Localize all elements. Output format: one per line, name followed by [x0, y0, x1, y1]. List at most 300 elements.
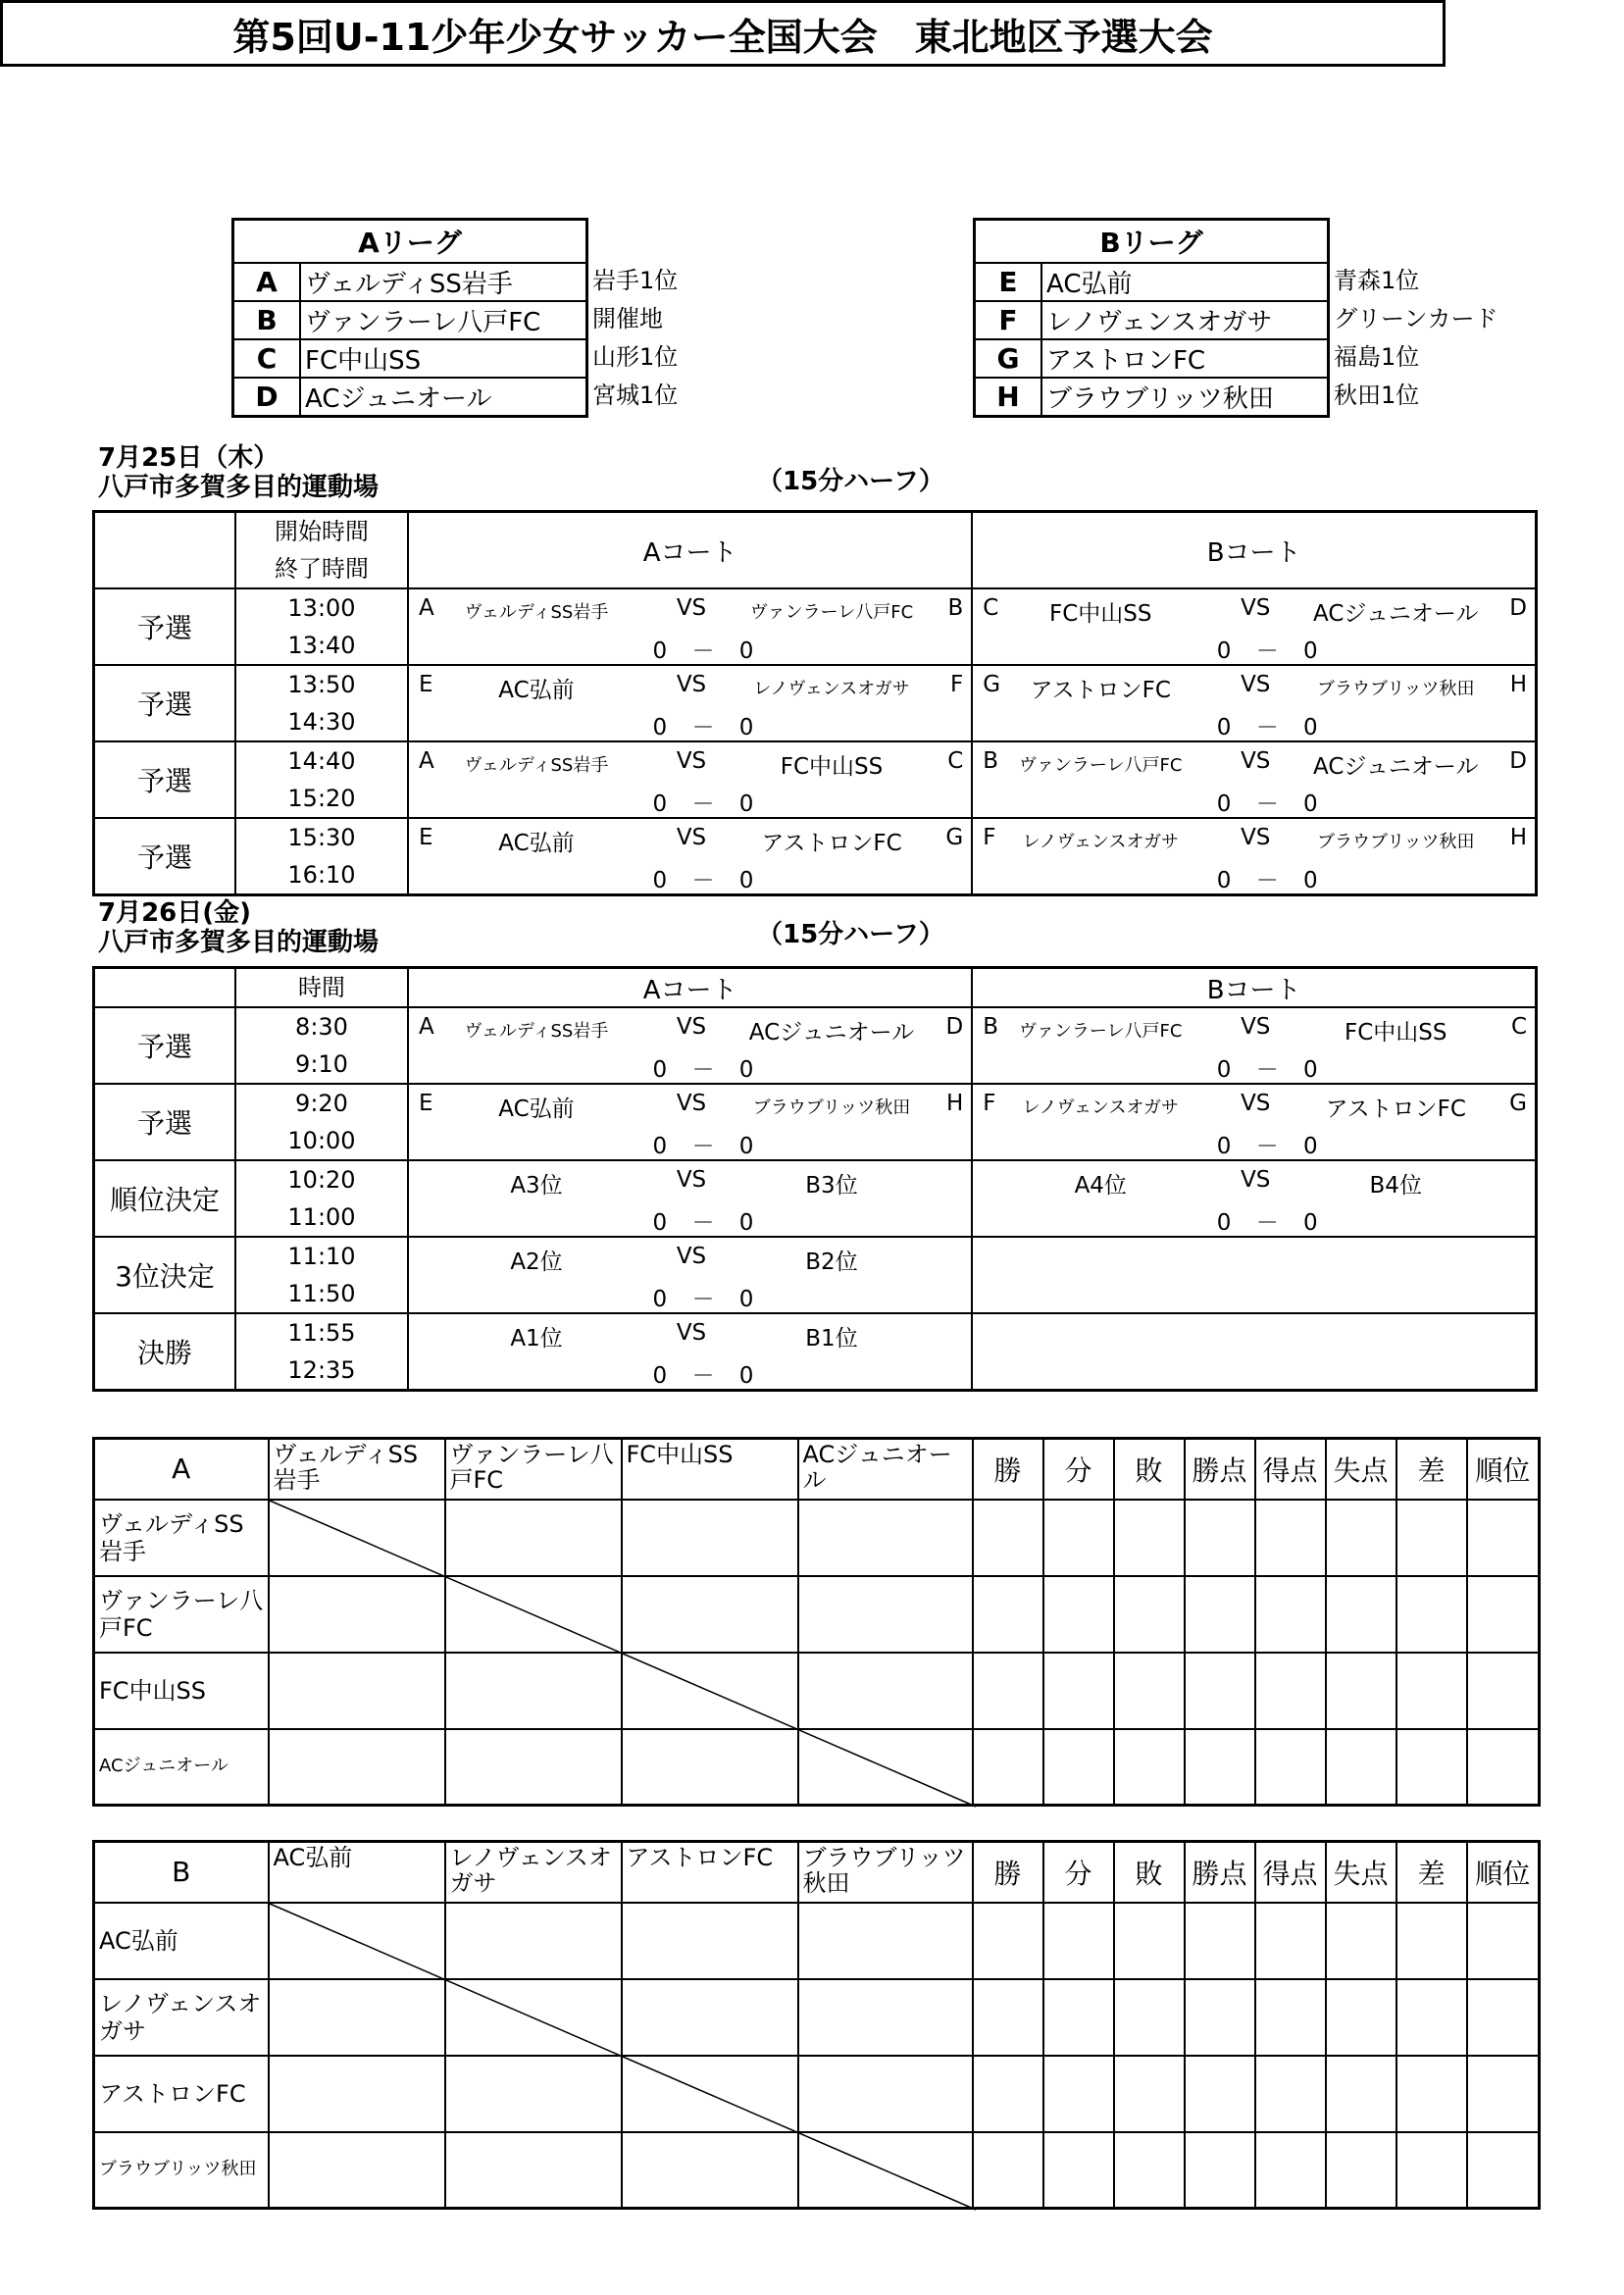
result-cell [1043, 1903, 1114, 1979]
result-cell [1396, 2056, 1467, 2132]
result-cell [798, 1653, 973, 1729]
result-cell [1114, 2056, 1185, 2132]
right-team: B2位 [805, 1250, 858, 1275]
vs-label: VS [1241, 595, 1271, 621]
left-code: G [983, 672, 1001, 697]
result-cell [1326, 2056, 1396, 2132]
score: 0 － 0 [1216, 1210, 1318, 1236]
time-cell [235, 741, 408, 818]
day2-header [98, 898, 379, 957]
result-cell [1185, 2132, 1255, 2209]
right-team: B4位 [1369, 1173, 1422, 1198]
result-cell [1255, 1979, 1326, 2056]
time-cell [235, 1313, 408, 1391]
stat-header: 順位 [1467, 1842, 1540, 1903]
right-team: ブラウブリッツ秋田 [1316, 679, 1475, 699]
standings-table [92, 1840, 1541, 2210]
league-b-table [973, 218, 1330, 418]
left-team: ヴァンラーレ八戸FC [1019, 755, 1183, 776]
time-header-end: 終了時間 [275, 555, 369, 583]
left-team: A4位 [1074, 1173, 1127, 1198]
stat-header: 差 [1396, 1842, 1467, 1903]
result-cell [445, 1500, 622, 1576]
end-time: 11:50 [287, 1280, 356, 1307]
result-cell [1326, 1500, 1396, 1576]
result-cell [1396, 2132, 1467, 2209]
result-cell [798, 2056, 973, 2132]
time-cell [235, 1160, 408, 1237]
team-note: 福島1位 [1334, 343, 1420, 371]
result-cell [1114, 1979, 1185, 2056]
row-team-label: ヴェルディSS岩手 [94, 1500, 269, 1576]
left-team: レノヴェンスオガサ [1022, 832, 1179, 852]
result-cell [622, 1653, 798, 1729]
start-time: 14:40 [287, 747, 356, 775]
right-code: F [950, 672, 964, 697]
team-note: 開催地 [592, 305, 663, 332]
result-cell [1185, 1653, 1255, 1729]
schedule-row [94, 588, 1537, 665]
result-cell [1396, 1729, 1467, 1806]
result-cell [1255, 1500, 1326, 1576]
stat-header: 分 [1043, 1439, 1114, 1500]
start-time: 13:50 [287, 671, 356, 698]
result-cell [1255, 2056, 1326, 2132]
result-cell [1396, 1653, 1467, 1729]
result-cell [1467, 1653, 1540, 1729]
team-note: 山形1位 [592, 343, 679, 371]
right-team: B3位 [805, 1173, 858, 1198]
match-cell [408, 818, 972, 895]
standings-row [94, 1729, 1540, 1806]
score: 0 － 0 [1216, 1057, 1318, 1083]
score: 0 － 0 [1216, 1134, 1318, 1159]
result-cell [1185, 1500, 1255, 1576]
left-code: A [419, 748, 434, 774]
corner-cell [94, 968, 236, 1008]
page-title: 第5回U-11少年少女サッカー全国大会 東北地区予選大会 [0, 0, 1446, 67]
stage-label: 予選 [94, 818, 236, 895]
result-cell [445, 1576, 622, 1653]
team-name: ヴェルディSS岩手 [300, 263, 587, 301]
stat-header: 分 [1043, 1842, 1114, 1903]
column-team-header: ヴァンラーレ八戸FC [445, 1439, 622, 1500]
result-cell [1326, 1653, 1396, 1729]
standings-row [94, 1500, 1540, 1576]
standings-table [92, 1437, 1541, 1807]
stat-header: 敗 [1114, 1842, 1185, 1903]
result-cell [1185, 1979, 1255, 2056]
vs-label: VS [676, 1320, 707, 1346]
result-cell [622, 1979, 798, 2056]
left-code: A [419, 595, 434, 621]
end-time: 9:10 [295, 1050, 348, 1078]
match-cell [408, 1084, 972, 1160]
end-time: 13:40 [287, 632, 356, 659]
schedule-row [94, 1007, 1537, 1084]
right-team: ヴァンラーレ八戸FC [749, 602, 914, 623]
result-cell [973, 1653, 1043, 1729]
column-team-header: アストロンFC [622, 1842, 798, 1903]
left-team: ヴェルディSS岩手 [464, 755, 609, 776]
left-team: A2位 [510, 1250, 563, 1275]
left-team: ヴェルディSS岩手 [464, 1021, 609, 1042]
left-team: ヴァンラーレ八戸FC [1019, 1021, 1183, 1042]
start-time: 11:55 [287, 1319, 356, 1347]
result-cell [1114, 1653, 1185, 1729]
vs-label: VS [676, 1091, 707, 1116]
group-label: A [94, 1439, 269, 1500]
result-cell [973, 1979, 1043, 2056]
result-cell [269, 1653, 445, 1729]
right-code: D [1509, 748, 1527, 774]
left-team: A3位 [510, 1173, 563, 1198]
result-cell [1043, 1729, 1114, 1806]
group-label: B [94, 1842, 269, 1903]
court-a-header: Aコート [408, 512, 972, 589]
score: 0 － 0 [652, 1210, 754, 1236]
result-cell [1255, 1903, 1326, 1979]
day2-schedule-table [92, 966, 1538, 1392]
vs-label: VS [1241, 825, 1271, 850]
result-cell [269, 1500, 445, 1576]
left-code: F [983, 1091, 996, 1116]
vs-label: VS [1241, 1091, 1271, 1116]
stage-label: 予選 [94, 588, 236, 665]
right-team: ACジュニオール [1313, 601, 1479, 627]
stage-label: 予選 [94, 1084, 236, 1160]
standings-row [94, 2056, 1540, 2132]
result-cell [1326, 1979, 1396, 2056]
result-cell [973, 1500, 1043, 1576]
result-cell [622, 1903, 798, 1979]
right-team: レノヴェンスオガサ [753, 679, 910, 699]
day1-venue: 八戸市多賀多目的運動場 [98, 473, 380, 502]
start-time: 15:30 [287, 824, 356, 851]
row-team-label: レノヴェンスオガサ [94, 1979, 269, 2056]
start-time: 13:00 [287, 594, 356, 622]
result-cell [1326, 1729, 1396, 1806]
start-time: 11:10 [287, 1243, 356, 1270]
day2-half: （15分ハーフ） [757, 920, 944, 949]
left-code: B [983, 1014, 999, 1040]
schedule-row [94, 741, 1537, 818]
row-team-label: ヴァンラーレ八戸FC [94, 1576, 269, 1653]
stat-header: 敗 [1114, 1439, 1185, 1500]
stat-header: 得点 [1255, 1439, 1326, 1500]
league-b-header: Bリーグ [975, 220, 1329, 264]
result-cell [1185, 2056, 1255, 2132]
result-cell [973, 1729, 1043, 1806]
league-team-row [975, 339, 1329, 378]
result-cell [1467, 2056, 1540, 2132]
stage-label: 予選 [94, 665, 236, 741]
match-cell [972, 1084, 1536, 1160]
result-cell [622, 2056, 798, 2132]
result-cell [1043, 1979, 1114, 2056]
day1-date: 7月25日（木） [98, 443, 279, 473]
result-cell [269, 1729, 445, 1806]
left-code: E [419, 1091, 433, 1116]
row-team-label: ブラウブリッツ秋田 [94, 2132, 269, 2209]
end-time: 14:30 [287, 708, 356, 736]
team-name: FC中山SS [300, 339, 587, 378]
left-code: B [983, 748, 999, 774]
team-code: D [233, 378, 301, 417]
vs-label: VS [676, 595, 707, 621]
stage-label: 決勝 [94, 1313, 236, 1391]
team-code: A [233, 263, 301, 301]
right-code: D [1509, 595, 1527, 621]
stage-label: 予選 [94, 1007, 236, 1084]
result-cell [622, 1500, 798, 1576]
stat-header: 勝 [973, 1439, 1043, 1500]
score: 0 － 0 [652, 1134, 754, 1159]
vs-label: VS [676, 1014, 707, 1040]
stat-header: 差 [1396, 1439, 1467, 1500]
left-team: AC弘前 [498, 831, 575, 856]
result-cell [1255, 2132, 1326, 2209]
result-cell [445, 2132, 622, 2209]
right-team: ACジュニオール [1313, 754, 1479, 780]
match-cell [408, 588, 972, 665]
court-a-header: Aコート [408, 968, 972, 1008]
vs-label: VS [676, 672, 707, 697]
standings-row [94, 1576, 1540, 1653]
stat-header: 勝 [973, 1842, 1043, 1903]
result-cell [1043, 2132, 1114, 2209]
schedule-row [94, 1313, 1537, 1391]
team-code: H [975, 378, 1042, 417]
result-cell [1396, 1979, 1467, 2056]
result-cell [445, 1653, 622, 1729]
league-team-row [233, 339, 587, 378]
result-cell [1114, 1500, 1185, 1576]
result-cell [445, 1903, 622, 1979]
result-cell [445, 1729, 622, 1806]
left-team: ヴェルディSS岩手 [464, 602, 609, 623]
stat-header: 勝点 [1185, 1842, 1255, 1903]
score: 0 － 0 [1216, 791, 1318, 817]
score: 0 － 0 [652, 1057, 754, 1083]
score: 0 － 0 [652, 1287, 754, 1312]
stage-label: 予選 [94, 741, 236, 818]
match-cell [972, 588, 1536, 665]
standings-row [94, 1979, 1540, 2056]
result-cell [1043, 1576, 1114, 1653]
score: 0 － 0 [1216, 868, 1318, 893]
end-time: 16:10 [287, 861, 356, 889]
league-team-row [975, 301, 1329, 339]
result-cell [1043, 1653, 1114, 1729]
empty-match-cell [972, 1313, 1536, 1391]
team-note: 青森1位 [1334, 267, 1420, 294]
league-team-row [233, 263, 587, 301]
column-team-header: FC中山SS [622, 1439, 798, 1500]
start-time: 9:20 [295, 1090, 348, 1117]
result-cell [1043, 2056, 1114, 2132]
result-cell [1114, 1729, 1185, 1806]
schedule-row [94, 1084, 1537, 1160]
stat-header: 順位 [1467, 1439, 1540, 1500]
result-cell [973, 1576, 1043, 1653]
end-time: 12:35 [287, 1356, 356, 1384]
time-cell [235, 588, 408, 665]
schedule-row [94, 1160, 1537, 1237]
end-time: 15:20 [287, 785, 356, 812]
vs-label: VS [676, 1167, 707, 1193]
court-b-header: Bコート [972, 968, 1536, 1008]
score: 0 － 0 [652, 715, 754, 740]
empty-match-cell [972, 1237, 1536, 1313]
result-cell [269, 1979, 445, 2056]
team-name: ブラウブリッツ秋田 [1041, 378, 1329, 417]
vs-label: VS [1241, 1014, 1271, 1040]
result-cell [1396, 1903, 1467, 1979]
time-cell [235, 818, 408, 895]
right-team: FC中山SS [1345, 1020, 1447, 1046]
team-name: ACジュニオール [300, 378, 587, 417]
team-name: ヴァンラーレ八戸FC [300, 301, 587, 339]
result-cell [973, 1903, 1043, 1979]
left-code: E [419, 672, 433, 697]
score: 0 － 0 [1216, 638, 1318, 664]
right-team: B1位 [805, 1326, 858, 1352]
result-cell [622, 1576, 798, 1653]
team-note: 秋田1位 [1334, 382, 1420, 409]
result-cell [1255, 1653, 1326, 1729]
column-team-header: AC弘前 [269, 1842, 445, 1903]
standings-row [94, 1903, 1540, 1979]
left-team: AC弘前 [498, 1096, 575, 1122]
league-a-header: Aリーグ [233, 220, 587, 264]
right-code: C [947, 748, 964, 774]
result-cell [1467, 2132, 1540, 2209]
end-time: 11:00 [287, 1203, 356, 1231]
right-code: H [1509, 825, 1527, 850]
vs-label: VS [1241, 748, 1271, 774]
team-code: G [975, 339, 1042, 378]
result-cell [1326, 1903, 1396, 1979]
schedule-row [94, 818, 1537, 895]
start-time: 8:30 [295, 1013, 348, 1041]
team-note: 宮城1位 [592, 382, 679, 409]
result-cell [1326, 1576, 1396, 1653]
result-cell [1467, 1979, 1540, 2056]
result-cell [1185, 1729, 1255, 1806]
result-cell [622, 2132, 798, 2209]
result-cell [798, 1500, 973, 1576]
left-code: C [983, 595, 999, 621]
vs-label: VS [676, 748, 707, 774]
right-team: ブラウブリッツ秋田 [752, 1097, 911, 1118]
left-team: レノヴェンスオガサ [1022, 1097, 1179, 1118]
match-cell [972, 741, 1536, 818]
match-cell [972, 665, 1536, 741]
time-header [235, 512, 408, 589]
result-cell [1114, 1903, 1185, 1979]
match-cell [972, 1007, 1536, 1084]
vs-label: VS [676, 1244, 707, 1269]
team-code: C [233, 339, 301, 378]
left-team: アストロンFC [1030, 678, 1171, 703]
left-team: AC弘前 [498, 678, 575, 703]
corner-cell [94, 512, 236, 589]
right-code: G [1509, 1091, 1527, 1116]
match-cell [972, 1160, 1536, 1237]
left-code: F [983, 825, 996, 850]
match-cell [408, 1007, 972, 1084]
time-header-start: 開始時間 [275, 518, 369, 545]
result-cell [269, 1903, 445, 1979]
result-cell [1467, 1729, 1540, 1806]
result-cell [1043, 1500, 1114, 1576]
day1-header [98, 443, 379, 502]
team-note: グリーンカード [1334, 305, 1498, 332]
right-code: G [945, 825, 964, 850]
right-code: H [1509, 672, 1527, 697]
standings-row [94, 2132, 1540, 2209]
result-cell [269, 1576, 445, 1653]
schedule-row [94, 665, 1537, 741]
result-cell [1396, 1500, 1467, 1576]
day1-schedule-table [92, 510, 1538, 896]
stat-header: 失点 [1326, 1439, 1396, 1500]
team-name: AC弘前 [1041, 263, 1329, 301]
time-cell [235, 1237, 408, 1313]
result-cell [973, 2056, 1043, 2132]
stat-header: 失点 [1326, 1842, 1396, 1903]
score: 0 － 0 [652, 791, 754, 817]
team-code: E [975, 263, 1042, 301]
result-cell [269, 2056, 445, 2132]
league-team-row [975, 378, 1329, 417]
time-header: 時間 [235, 968, 408, 1008]
row-team-label: ACジュニオール [94, 1729, 269, 1806]
match-cell [408, 1160, 972, 1237]
match-cell [972, 818, 1536, 895]
team-code: F [975, 301, 1042, 339]
result-cell [1114, 2132, 1185, 2209]
right-team: アストロンFC [1325, 1096, 1466, 1122]
result-cell [798, 2132, 973, 2209]
stage-label: 3位決定 [94, 1237, 236, 1313]
right-code: H [945, 1091, 964, 1116]
team-note: 岩手1位 [592, 267, 679, 294]
left-team: FC中山SS [1049, 601, 1152, 627]
team-name: アストロンFC [1041, 339, 1329, 378]
left-team: A1位 [510, 1326, 563, 1352]
stat-header: 勝点 [1185, 1439, 1255, 1500]
result-cell [445, 2056, 622, 2132]
day2-date: 7月26日(金) [98, 898, 252, 928]
league-a-table [231, 218, 588, 418]
time-cell [235, 665, 408, 741]
result-cell [1114, 1576, 1185, 1653]
left-code: E [419, 825, 433, 850]
vs-label: VS [1241, 672, 1271, 697]
vs-label: VS [1241, 1167, 1271, 1193]
result-cell [1326, 2132, 1396, 2209]
stage-label: 順位決定 [94, 1160, 236, 1237]
result-cell [798, 1903, 973, 1979]
start-time: 10:20 [287, 1166, 356, 1194]
result-cell [269, 2132, 445, 2209]
result-cell [798, 1729, 973, 1806]
right-team: アストロンFC [761, 831, 902, 856]
left-code: A [419, 1014, 434, 1040]
day1-half: （15分ハーフ） [757, 467, 944, 496]
